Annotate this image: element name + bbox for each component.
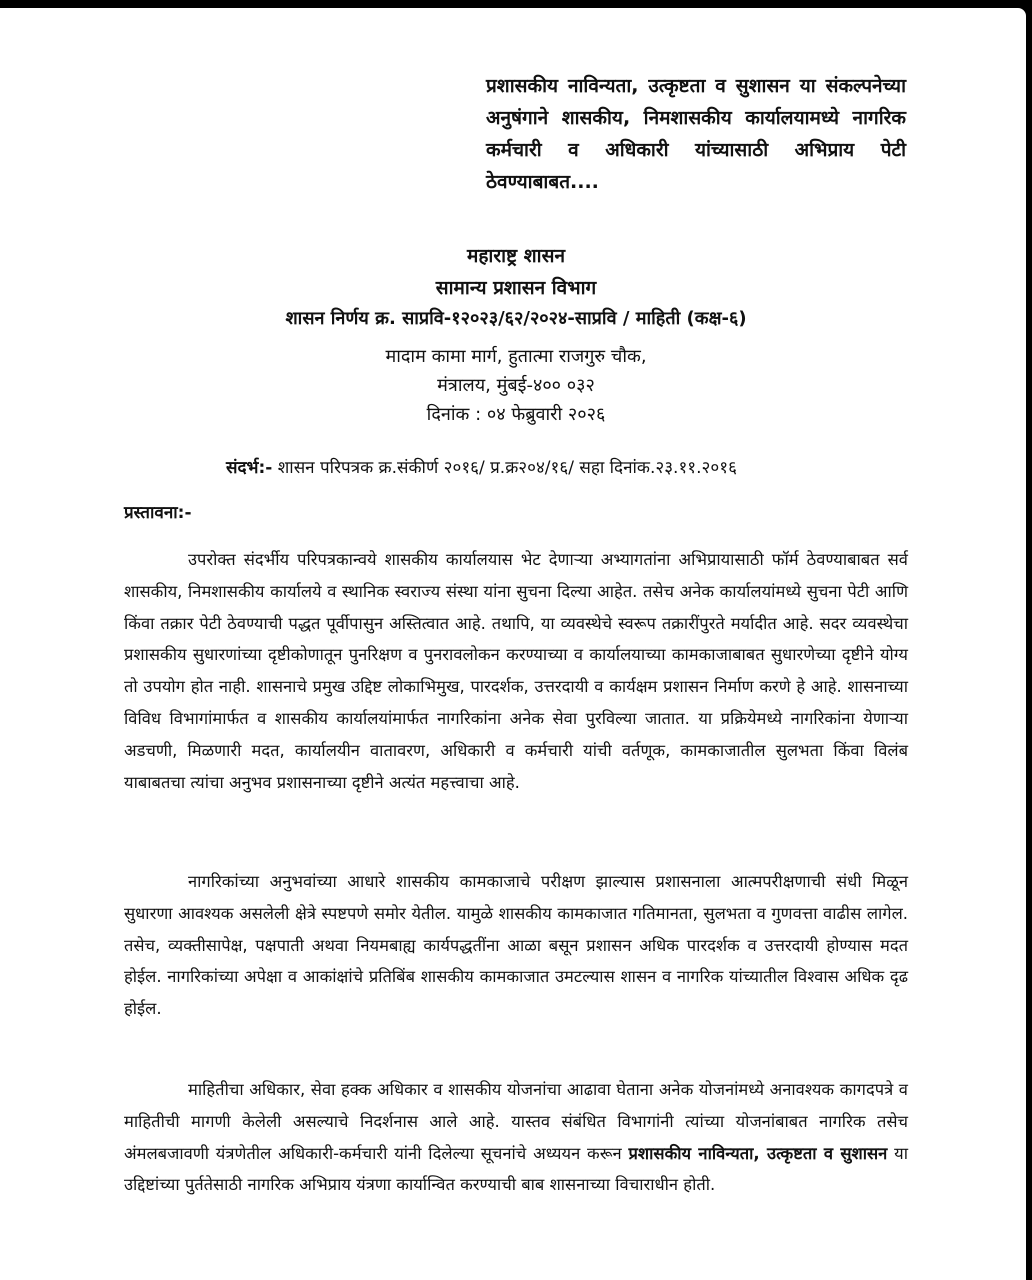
- reference-label: संदर्भ:-: [226, 458, 273, 478]
- paragraph-3-bold: प्रशासकीय नाविन्यता, उत्कृष्टता व सुशासन: [628, 1143, 888, 1163]
- document-page: [0, 8, 1026, 1280]
- paragraph-2: नागरिकांच्या अनुभवांच्या आधारे शासकीय कामकाजाचे परीक्षण झाल्यास प्रशासनाला आत्मपरीक्षणाची संधी मिळून सुधारणा आवश्यक असलेली क्षेत्रे स्पष्टपणे समोर येतील. यामुळे शासकीय कामकाजात गतिमानता, सुलभता व गुणवत्ता वाढीस लागेल. तसेच, व्यक्तीसापेक्ष, पक्षपाती अथवा नियमबाह्य कार्यपद्धतींना आळा बसून प्रशासन अधिक पारदर्शक व उत्तरदायी होण्यास मदत होईल. नागरिकांच्या अपेक्षा व आकांक्षांचे प्रतिबिंब शासकीय कामकाजात उमटल्यास शासन व नागरिक यांच्यातील विश्वास अधिक दृढ होईल.: [124, 872, 908, 1019]
- issue-date: दिनांक : ०४ फेब्रुवारी २०२६: [426, 404, 606, 425]
- address-line-1: मादाम कामा मार्ग, हुतात्मा राजगुरु चौक,: [385, 346, 647, 367]
- government-name: महाराष्ट्र शासन: [466, 245, 565, 267]
- address-line-2: मंत्रालय, मुंबई-४०० ०३२: [437, 375, 595, 396]
- department-name: सामान्य प्रशासन विभाग: [435, 277, 597, 299]
- gr-number: शासन निर्णय क्र. साप्रवि-१२०२३/६२/२०२४-साप्रवि / माहिती (कक्ष-६): [285, 308, 747, 329]
- paragraph-1: उपरोक्त संदर्भीय परिपत्रकान्वये शासकीय कार्यालयास भेट देणाऱ्या अभ्यागतांना अभिप्रायासाठी फॉर्म ठेवण्याबाबत सर्व शासकीय, निमशासकीय कार्यालये व स्थानिक स्वराज्य संस्था यांना सुचना दिल्या आहेत. तसेच अनेक कार्यालयांमध्ये सुचना पेटी आणि किंवा तक्रार पेटी ठेवण्याची पद्धत पूर्वीपासुन अस्तित्वात आहे. तथापि, या व्यवस्थेचे स्वरूप तक्रारींपुरते मर्यादीत आहे. सदर व्यवस्थेचा प्रशासकीय सुधारणांच्या दृष्टीकोणातून पुनरिक्षण व पुनरावलोकन करण्याच्या व कार्यालयाच्या कामकाजाबाबत सुधारणेच्या दृष्टीने योग्य तो उपयोग होत नाही. शासनाचे प्रमुख उद्दिष्ट लोकाभिमुख, पारदर्शक, उत्तरदायी व कार्यक्षम प्रशासन निर्माण करणे हे आहे. शासनाच्या विविध विभागांमार्फत व शासकीय कार्यालयांमार्फत नागरिकांना अनेक सेवा पुरविल्या जातात. या प्रक्रियेमध्ये नागरिकांना येणाऱ्या अडचणी, मिळणारी मदत, कार्यालयीन वातावरण, अधिकारी व कर्मचारी यांची वर्तणूक, कामकाजातील सुलभता किंवा विलंब याबाबतचा त्यांचा अनुभव प्रशासनाच्या दृष्टीने अत्यंत महत्त्वाचा आहे.: [124, 550, 908, 792]
- paragraph-3-part-1: माहितीचा अधिकार, सेवा हक्क अधिकार व शासकीय योजनांचा आढावा घेताना अनेक योजनांमध्ये अनावश्यक कागदपत्रे व माहितीची मागणी केलेली असल्याचे निदर्शनास आले आहे. यास्तव संबंधित विभागांनी त्यांच्या योजनांबाबत नागरिक तसेच अंमलबजावणी यंत्रणेतील अधिकारी-कर्मचारी यांनी दिलेल्या सूचनांचे अध्ययन करून: [124, 1080, 908, 1163]
- subject-text: प्रशासकीय नाविन्यता, उत्कृष्टता व सुशासन या संकल्पनेच्या अनुषंगाने शासकीय, निमशासकीय कार्यालयामध्ये नागरिक कर्मचारी व अधिकारी यांच्यासाठी अभिप्राय पेटी ठेवण्याबाबत....: [486, 75, 906, 193]
- paragraph-3-part-2: या उद्दिष्टांच्या पुर्ततेसाठी नागरिक अभिप्राय यंत्रणा कार्यान्वित करण्याची बाब शासनाच्या विचाराधीन होती.: [124, 1143, 908, 1195]
- reference-line: [226, 455, 737, 478]
- address-block: [0, 342, 1026, 429]
- paragraph-3: [124, 1074, 908, 1201]
- preamble-heading: प्रस्तावना:-: [124, 503, 192, 523]
- reference-text: शासन परिपत्रक क्र.संकीर्ण २०१६/ प्र.क्र२०४/१६/ सहा दिनांक.२३.११.२०१६: [272, 458, 737, 478]
